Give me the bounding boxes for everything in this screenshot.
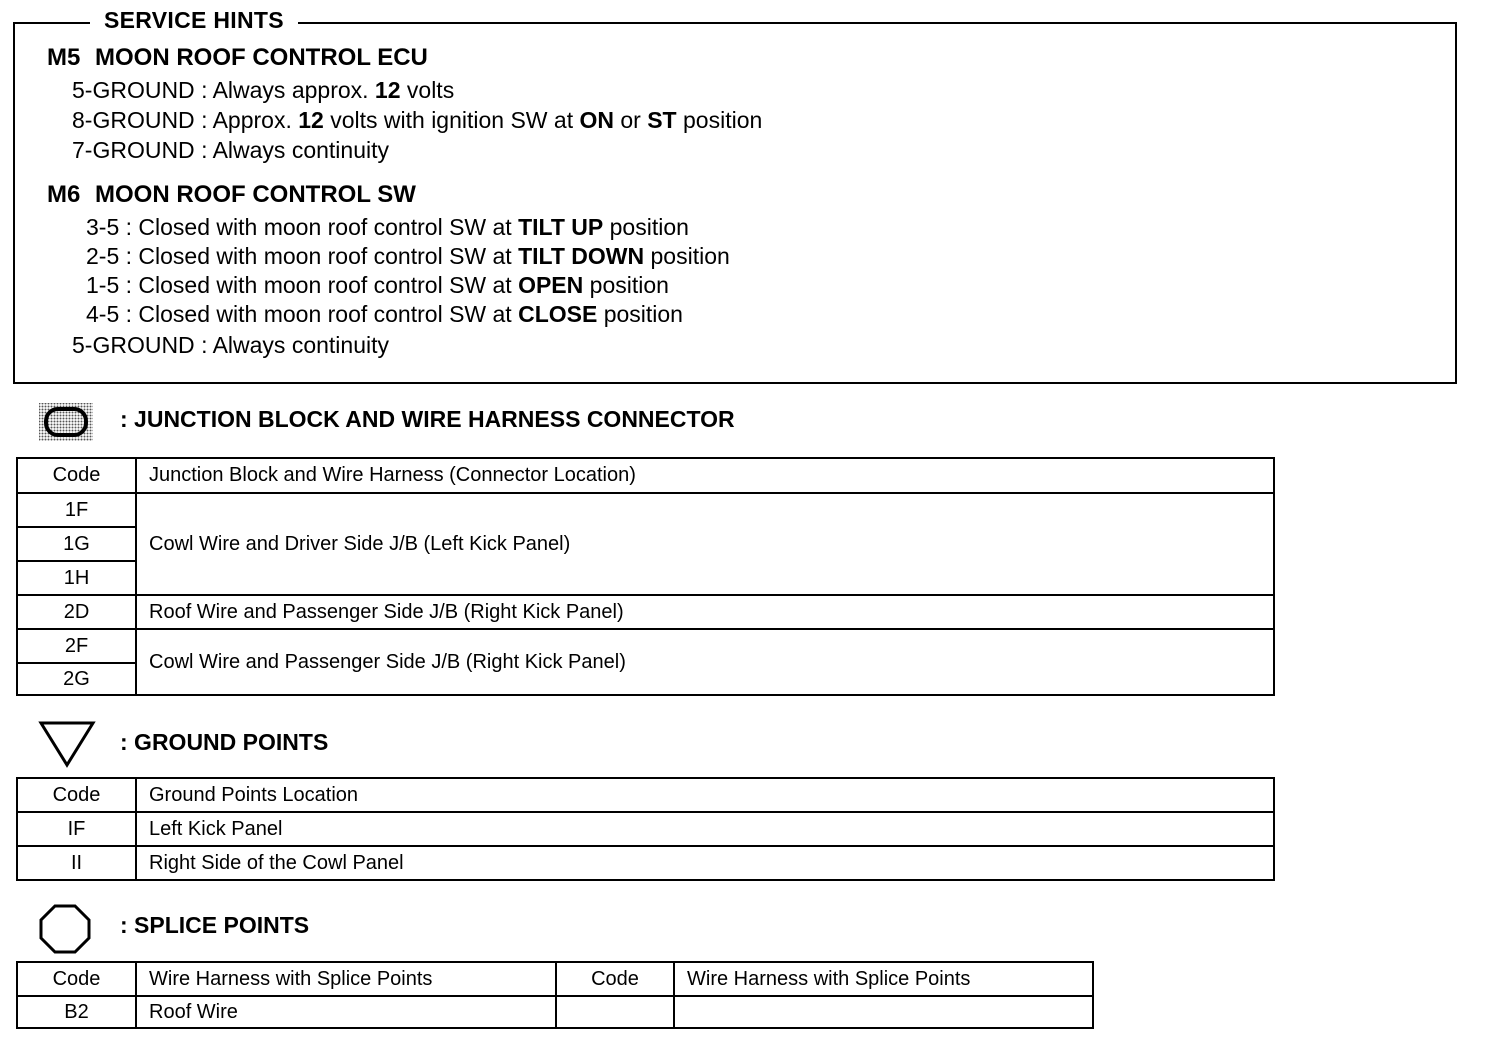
header-harness: Wire Harness with Splice Points: [674, 962, 1093, 996]
m6-line-5: [72, 332, 389, 359]
splice-table: [16, 961, 1094, 1029]
header-code: Code: [556, 962, 674, 996]
hint-text: : Closed with moon roof control SW at: [125, 272, 519, 298]
table-row: [17, 493, 1274, 527]
header-code: Code: [17, 458, 136, 493]
hint-bold: TILT DOWN: [518, 243, 645, 269]
hint-bold: ON: [579, 107, 614, 133]
hint-bold: TILT UP: [518, 214, 604, 240]
hint-text: : Closed with moon roof control SW at: [125, 243, 519, 269]
location-cell: Cowl Wire and Passenger Side J/B (Right Kick Panel): [136, 629, 1274, 695]
pin-label: 5-GROUND: [72, 77, 195, 103]
code-cell: 1G: [17, 527, 136, 561]
code-cell: 1H: [17, 561, 136, 595]
harness-cell: [674, 996, 1093, 1028]
m5-line-3: [72, 137, 389, 164]
m5-header: [47, 44, 428, 72]
hint-text: : Closed with moon roof control SW at: [125, 214, 519, 240]
service-hints-title: SERVICE HINTS: [90, 7, 298, 34]
table-row: [17, 812, 1274, 846]
hint-bold: 12: [374, 77, 401, 103]
hint-text: position: [583, 272, 669, 298]
splice-octagon-icon: [38, 903, 92, 960]
code-cell: 2F: [17, 629, 136, 663]
m6-code: M6: [47, 181, 81, 208]
hint-bold: ST: [647, 107, 677, 133]
header-location: Junction Block and Wire Harness (Connector Location): [136, 458, 1274, 493]
code-cell: 2D: [17, 595, 136, 629]
pin-label: 8-GROUND: [72, 107, 195, 133]
hint-text: : Always continuity: [201, 137, 389, 163]
m5-name: MOON ROOF CONTROL ECU: [95, 44, 428, 71]
hint-bold: OPEN: [518, 272, 584, 298]
pin-label: 4-5: [86, 301, 120, 327]
code-cell: 2G: [17, 663, 136, 695]
location-cell: Right Side of the Cowl Panel: [136, 846, 1274, 880]
m5-line-2: [72, 107, 762, 134]
pin-label: 3-5: [86, 214, 120, 240]
code-cell: B2: [17, 996, 136, 1028]
m5-code: M5: [47, 44, 81, 71]
hint-text: volts: [400, 77, 455, 103]
m6-name: MOON ROOF CONTROL SW: [95, 181, 416, 208]
m5-line-1: [72, 77, 454, 104]
harness-cell: Roof Wire: [136, 996, 556, 1028]
hint-text: : Approx.: [201, 107, 299, 133]
location-cell: Roof Wire and Passenger Side J/B (Right Kick Panel): [136, 595, 1274, 629]
hint-text: position: [597, 301, 683, 327]
header-harness: Wire Harness with Splice Points: [136, 962, 556, 996]
hint-text: : Always continuity: [201, 332, 389, 358]
hint-text: volts with ignition SW at: [323, 107, 580, 133]
ground-triangle-icon: [38, 720, 96, 773]
location-cell: Left Kick Panel: [136, 812, 1274, 846]
junction-section-title: : JUNCTION BLOCK AND WIRE HARNESS CONNECTOR: [120, 406, 735, 432]
table-header-row: [17, 778, 1274, 812]
location-cell: Cowl Wire and Driver Side J/B (Left Kick Panel): [136, 493, 1274, 595]
pin-label: 1-5: [86, 272, 120, 298]
junction-connector-icon: [38, 402, 94, 447]
hint-bold: CLOSE: [518, 301, 598, 327]
hint-text: : Always approx.: [201, 77, 375, 103]
hint-text: : Closed with moon roof control SW at: [125, 301, 519, 327]
hint-text: position: [644, 243, 730, 269]
header-code: Code: [17, 778, 136, 812]
header-code: Code: [17, 962, 136, 996]
pin-label: 5-GROUND: [72, 332, 195, 358]
m6-line-1: [86, 214, 689, 241]
table-row: [17, 629, 1274, 663]
m6-line-4: [86, 301, 683, 328]
m6-line-2: [86, 243, 730, 270]
table-header-row: [17, 962, 1093, 996]
code-cell: [556, 996, 674, 1028]
table-row: [17, 595, 1274, 629]
hint-bold: 12: [298, 107, 324, 133]
junction-table: [16, 457, 1275, 696]
m6-line-3: [86, 272, 669, 299]
code-cell: 1F: [17, 493, 136, 527]
splice-section-title: : SPLICE POINTS: [120, 912, 310, 938]
pin-label: 7-GROUND: [72, 137, 195, 163]
hint-text: or: [613, 107, 648, 133]
header-location: Ground Points Location: [136, 778, 1274, 812]
table-row: [17, 996, 1093, 1028]
m6-header: [47, 181, 416, 209]
hint-text: position: [603, 214, 689, 240]
ground-table: [16, 777, 1275, 881]
code-cell: IF: [17, 812, 136, 846]
hint-text: position: [676, 107, 763, 133]
pin-label: 2-5: [86, 243, 120, 269]
ground-section-title: : GROUND POINTS: [120, 729, 329, 755]
table-header-row: [17, 458, 1274, 493]
code-cell: II: [17, 846, 136, 880]
table-row: [17, 846, 1274, 880]
